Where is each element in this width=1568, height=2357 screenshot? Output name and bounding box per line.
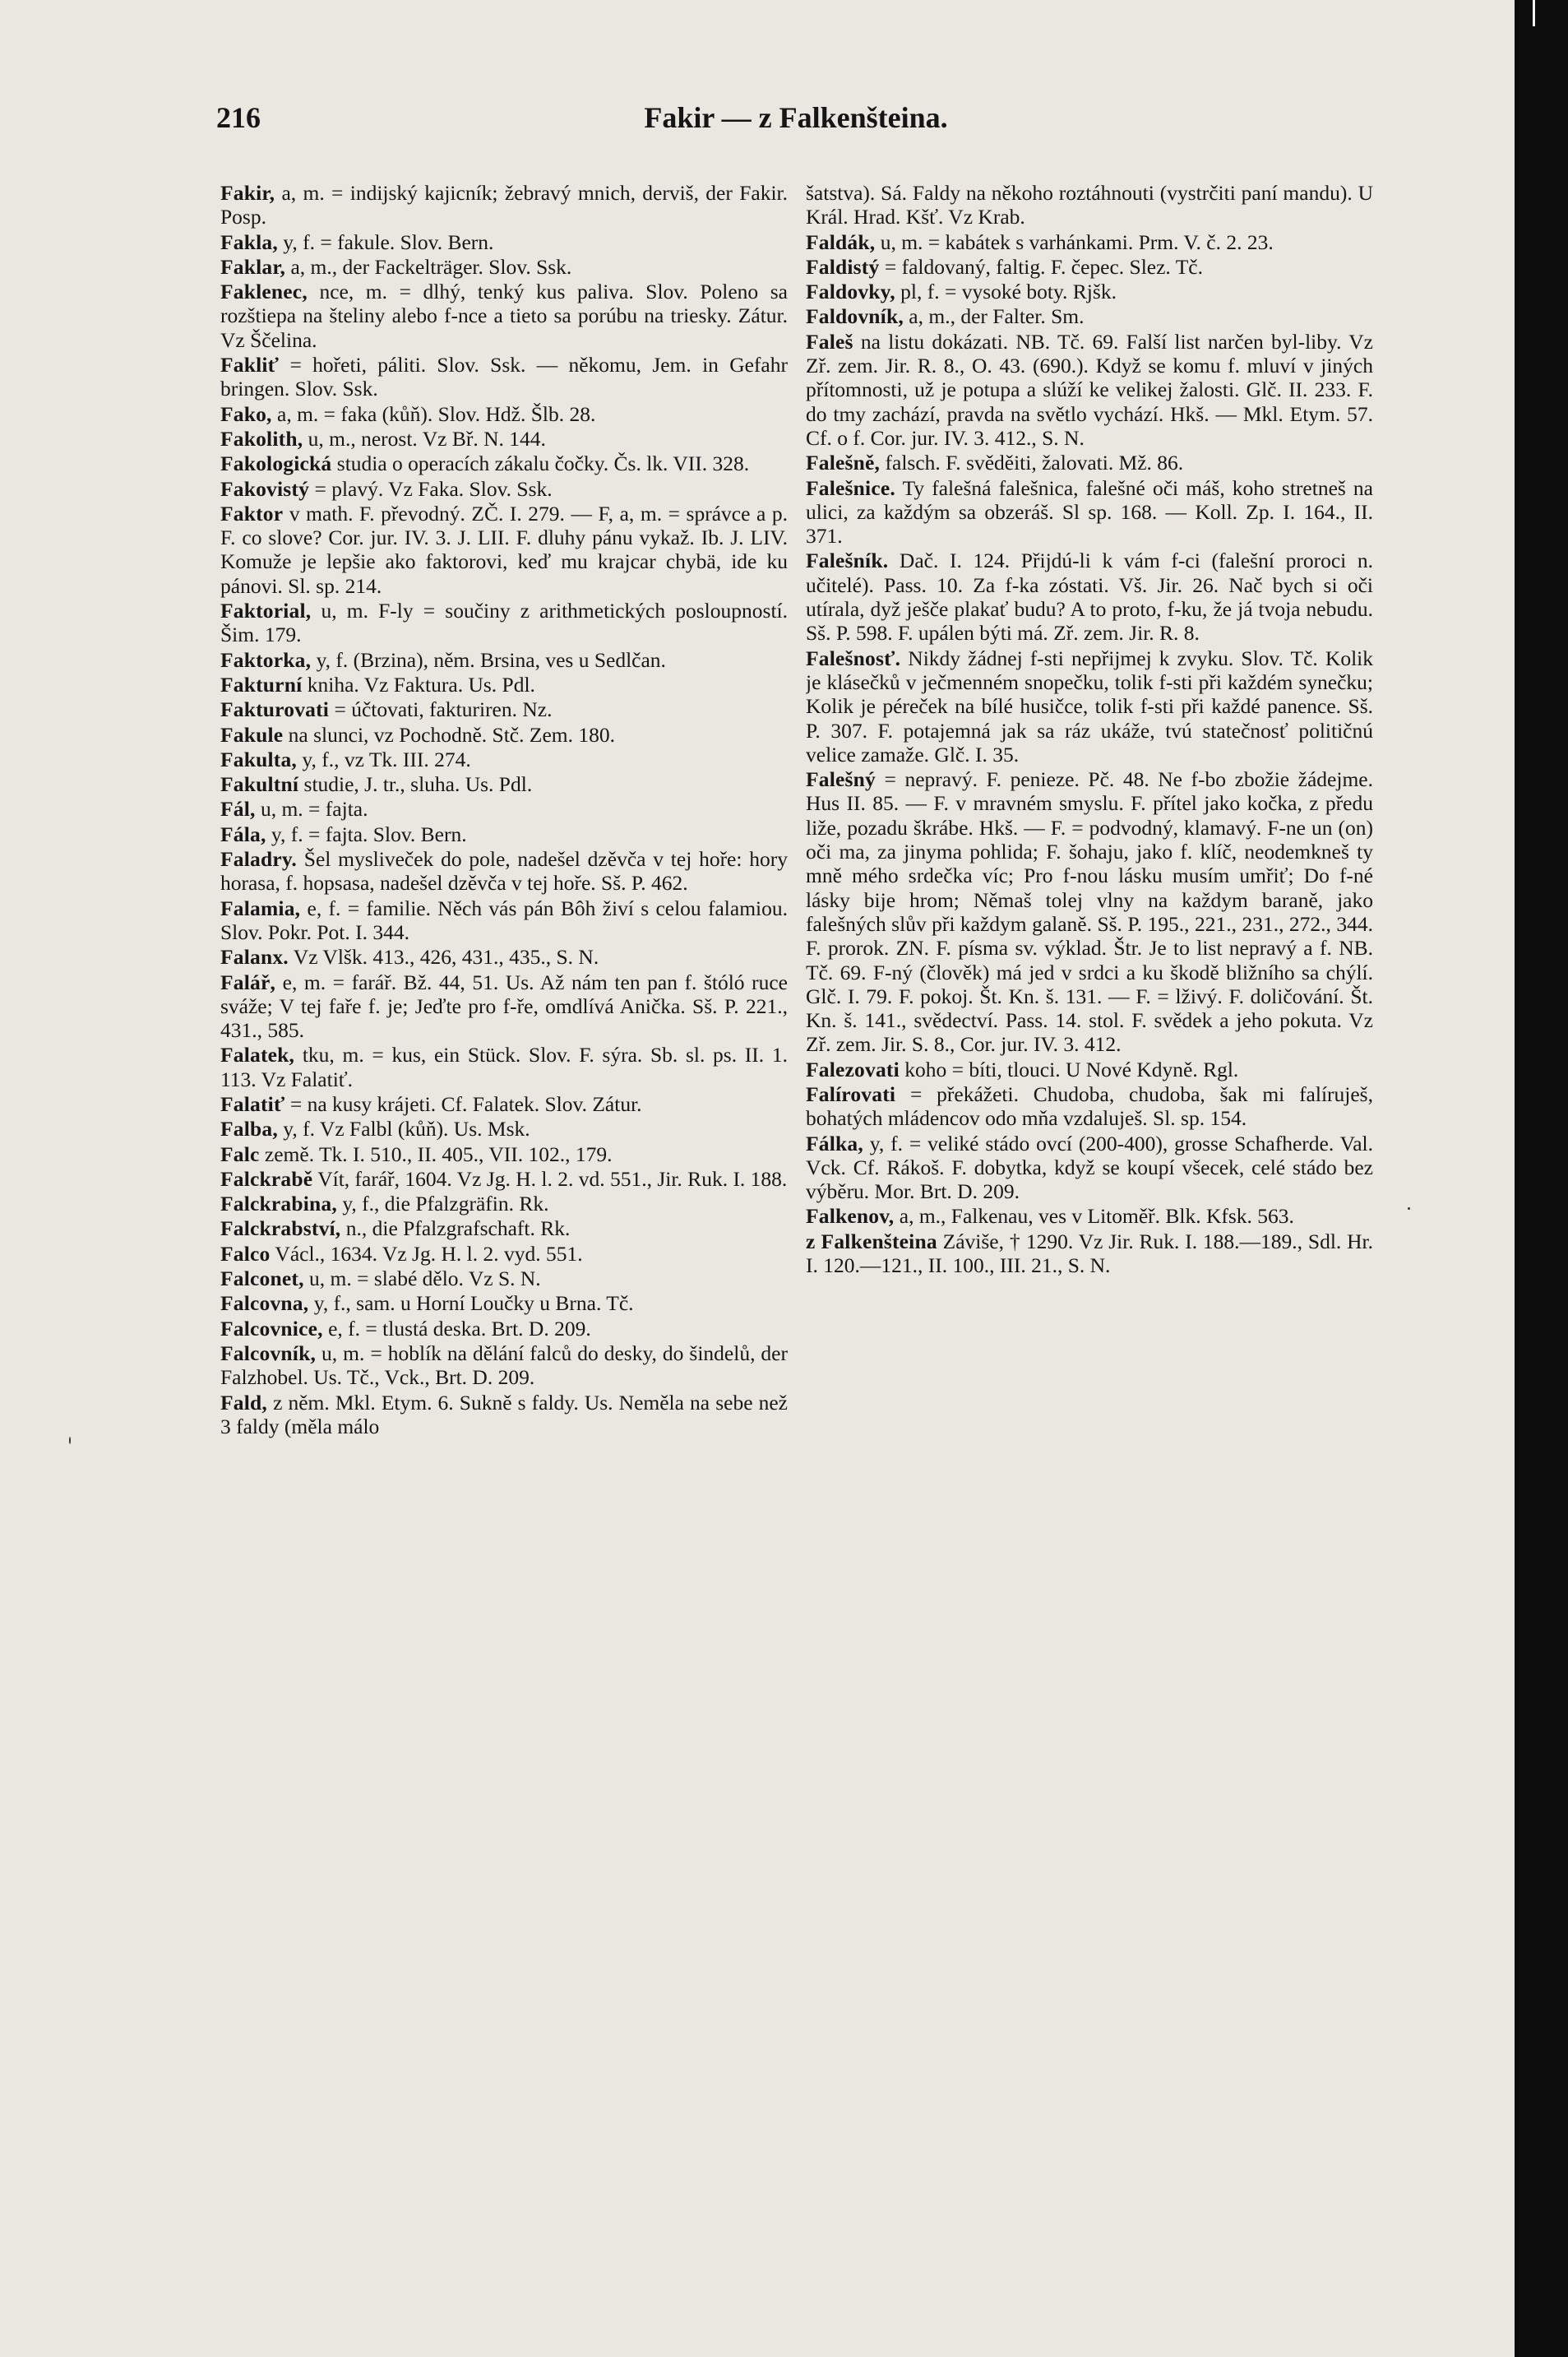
entry-body: y, f. = fakule. Slov. Bern.: [277, 229, 494, 254]
dictionary-entry: [806, 181, 1373, 229]
entry-headword: Faleš: [806, 329, 853, 354]
entry-headword: Faktorial,: [220, 599, 312, 623]
dictionary-entry: [220, 847, 788, 896]
entry-body: u, m. = kabátek s varhánkami. Prm. V. č. 2. 23.: [875, 229, 1274, 254]
entry-body: Záviše, † 1290. Vz Jir. Ruk. I. 188.—189., Sdl. Hr. I. 120.—121., II. 100., III. 21., S. N.: [806, 1229, 1373, 1278]
entry-body: tku, m. = kus, ein Stück. Slov. F. sýra. Sb. sl. ps. II. 1. 113. Vz Falatiť.: [220, 1043, 788, 1091]
dictionary-entry: [220, 353, 788, 401]
dictionary-entry: [220, 945, 788, 969]
dictionary-entry: [220, 599, 788, 647]
dictionary-entry: [220, 697, 788, 721]
entry-body: na slunci, vz Pochodně. Stč. Zem. 180.: [283, 722, 615, 747]
entry-headword: Fakturovati: [220, 697, 330, 722]
entry-headword: Faktor: [220, 501, 284, 526]
entry-body: y, f., die Pfalzgräfin. Rk.: [336, 1192, 549, 1216]
page-header: [216, 97, 1376, 138]
entry-body: u, m. = fajta.: [255, 797, 368, 822]
entry-body: u, m. = hoblík na dělání falců do desky, do šindelů, der Falzhobel. Us. Tč., Vck., Brt. D. 209.: [220, 1341, 788, 1390]
entry-headword: Fála,: [220, 822, 266, 846]
dictionary-entry: [220, 970, 788, 1043]
entry-body: y, f., vz Tk. III. 274.: [297, 747, 471, 771]
entry-headword: Fakovistý: [220, 476, 310, 501]
dictionary-entry: [220, 1043, 788, 1091]
entry-headword: Fakir,: [220, 181, 275, 205]
entry-body: šatstva). Sá. Faldy na někoho roztáhnouti (vystrčiti paní mandu). U Král. Hrad. Kšť. Vz Krab.: [806, 181, 1373, 229]
entry-headword: Fakultní: [220, 772, 299, 797]
dictionary-entry: [220, 748, 788, 771]
entry-headword: Fakliť: [220, 353, 280, 377]
entry-headword: Fako,: [220, 401, 272, 426]
entry-body: a, m. = faka (kůň). Slov. Hdž. Šlb. 28.: [271, 401, 596, 426]
entry-body: Ty falešná falešnica, falešné oči máš, koho stretneš na ulici, za každým sa obzeráš. Sl sp. 168. — Koll. Zp. I. 164., II. 371.: [806, 475, 1373, 549]
dictionary-entry: [220, 1092, 788, 1116]
entry-body: e, f. = tlustá deska. Brt. D. 209.: [322, 1316, 591, 1341]
entry-headword: Falírovati: [806, 1081, 896, 1106]
entry-body: Šel mysliveček do pole, nadešel dzěvča v tej hoře: hory horasa, f. hopsasa, nadešel dzěvča v tej hoře. Sš. P. 462.: [220, 847, 788, 896]
entry-headword: Faldovník,: [806, 304, 904, 329]
scan-border: [1515, 0, 1568, 2357]
entry-body: a, m. = indijský kajicník; žebravý mnich, derviš, der Fakir. Posp.: [220, 181, 788, 229]
entry-body: = účtovati, fakturiren. Nz.: [329, 697, 553, 722]
dictionary-entry: [806, 1058, 1373, 1081]
entry-headword: Faladry.: [220, 847, 297, 872]
dictionary-entry: [220, 1317, 788, 1341]
entry-headword: Faktorka,: [220, 647, 312, 672]
dictionary-entry: [806, 255, 1373, 279]
dictionary-entry: [220, 1216, 788, 1240]
entry-headword: Faldistý: [806, 254, 880, 279]
running-title: Fakir — z Falkenšteina.: [644, 101, 948, 134]
dictionary-entry: [220, 673, 788, 697]
entry-body: Dač. I. 124. Přijdú-li k vám f-ci (falešní proroci n. učitelé). Pass. 10. Za f-ka zóstati. Vš. Jir. 26. Nač bych si oči utírala, dyž ješče plakať budu? A to proto, f-ku, že já tvoja nebudu. Sš. P. 598. F. upálen býti má. Zř. zem. Jir. R. 8.: [806, 549, 1373, 646]
print-speck: [69, 1437, 71, 1444]
dictionary-entry: [806, 646, 1373, 766]
dictionary-entry: [806, 280, 1373, 303]
scan-edge-mark: [1533, 0, 1535, 26]
entry-headword: Faldovky,: [806, 280, 895, 304]
entry-headword: Falcovna,: [220, 1291, 309, 1316]
entry-body: a, m., der Falter. Sm.: [903, 304, 1085, 329]
entry-body: = hořeti, páliti. Slov. Ssk. — někomu, Jem. in Gefahr bringen. Slov. Ssk.: [220, 353, 788, 401]
entry-body: y, f. = veliké stádo ovcí (200-400), grosse Schafherde. Val. Vck. Cf. Rákoš. F. dobytka, když se koupí všecek, celé stádo bez výběru. Mor. Brt. D. 209.: [806, 1131, 1373, 1204]
entry-body: a, m., Falkenau, ves v Litoměř. Blk. Kfsk. 563.: [894, 1204, 1294, 1229]
entry-body: e, f. = familie. Něch vás pán Bôh živí s celou falamiou. Slov. Pokr. Pot. I. 344.: [220, 896, 788, 944]
entry-body: pl, f. = vysoké boty. Rjšk.: [895, 280, 1117, 304]
dictionary-entry: [220, 181, 788, 229]
dictionary-entry: [220, 723, 788, 747]
dictionary-entry: [220, 1291, 788, 1315]
entry-body: y, f. Vz Falbl (kůň). Us. Msk.: [277, 1117, 530, 1141]
entry-headword: Falc: [220, 1141, 260, 1166]
entry-body: studia o operacích zákalu čočky. Čs. lk. VII. 328.: [331, 451, 750, 476]
entry-headword: Falco: [220, 1241, 271, 1266]
entry-headword: Fakla,: [220, 229, 278, 254]
entry-body: = na kusy krájeti. Cf. Falatek. Slov. Zátur.: [284, 1091, 642, 1116]
entry-body: y, f. = fajta. Slov. Bern.: [266, 822, 467, 846]
entry-body: Nikdy žádnej f-sti nepřijmej k zvyku. Slov. Tč. Kolik je klásečků v ječmenném snopečku, tolik f-sti při každém synečku; Kolik je péreček na bílé husičce, tolik f-sti při každé panence. Sš. P. 307. F. potajemná jak sa ráz ukáže, tvú statečnosť političnú velice zamaže. Glč. I. 35.: [806, 646, 1373, 766]
entry-body: u, m., nerost. Vz Bř. N. 144.: [303, 426, 546, 451]
dictionary-entry: [806, 476, 1373, 549]
entry-headword: Falatek,: [220, 1043, 295, 1067]
entry-headword: Falešný: [806, 767, 876, 792]
entry-headword: Fakturní: [220, 672, 303, 697]
entry-body: falsch. F. svěděiti, žalovati. Mž. 86.: [880, 451, 1184, 475]
entry-headword: Fakule: [220, 722, 284, 747]
entry-body: kniha. Vz Faktura. Us. Pdl.: [302, 672, 535, 697]
entry-body: = plavý. Vz Faka. Slov. Ssk.: [309, 476, 553, 501]
entry-body: = faldovaný, faltig. F. čepec. Slez. Tč.: [879, 254, 1203, 279]
entry-body: studie, J. tr., sluha. Us. Pdl.: [298, 772, 533, 797]
entry-headword: Falešně,: [806, 451, 881, 475]
entry-headword: Falatiť: [220, 1091, 285, 1116]
dictionary-entry: [806, 451, 1373, 475]
entry-body: Vz Vlšk. 413., 426, 431., 435., S. N.: [288, 945, 599, 970]
dictionary-entry: [220, 896, 788, 945]
entry-body: na listu dokázati. NB. Tč. 69. Falší list narčen byl-liby. Vz Zř. zem. Jir. R. 8., O. 43. (690.). Když se komu f. mluví v jiných přítomnosti, už je potupa a slúží ke velikej žalosti. Glč. II. 233. F. do tmy zachází, pravda na světlo vychází. Hkš. — Mkl. Etym. 57. Cf. o f. Cor. jur. IV. 3. 412., S. N.: [806, 329, 1373, 450]
entry-headword: Fál,: [220, 797, 256, 822]
dictionary-entry: [220, 822, 788, 846]
entry-headword: Fakologická: [220, 451, 332, 476]
entry-body: z něm. Mkl. Etym. 6. Sukně s faldy. Us. Neměla na sebe než 3 faldy (měla málo: [220, 1390, 788, 1438]
entry-body: = překážeti. Chudoba, chudoba, šak mi falíruješ, bohatých mládencov odo mňa vzdaluješ. Sl. sp. 154.: [806, 1081, 1373, 1131]
entry-headword: Falcovník,: [220, 1341, 317, 1365]
dictionary-entry: [220, 648, 788, 672]
entry-body: y, f. (Brzina), něm. Brsina, ves u Sedlčan.: [311, 647, 666, 672]
dictionary-entry: [806, 1132, 1373, 1204]
dictionary-entry: [220, 451, 788, 475]
entry-body: n., die Pfalzgrafschaft. Rk.: [340, 1216, 571, 1241]
dictionary-entry: [220, 402, 788, 426]
entry-headword: Falba,: [220, 1117, 278, 1141]
dictionary-entry: [220, 1391, 788, 1439]
entry-headword: Falanx.: [220, 945, 289, 970]
left-column: [220, 181, 788, 2286]
dictionary-entry: [806, 1229, 1373, 1278]
dictionary-entry: [220, 1266, 788, 1290]
dictionary-entry: [220, 772, 788, 796]
entry-headword: Fald,: [220, 1390, 267, 1415]
entry-headword: Falešnice.: [806, 475, 895, 500]
entry-headword: Faklar,: [220, 254, 286, 279]
entry-body: = nepravý. F. penieze. Pč. 48. Ne f-bo zbožie žádejme. Hus II. 85. — F. v mravném smyslu. F. přítel jako kočka, z předu liže, pozadu škrábe. Hkš. — F. = podvodný, klamavý. F-ne un (on) oči ma, za jinyma pohlida; F. šohaju, jako f. klíč, neodemkneš ty mně mého srdečka víc; Pro f-nou lásku musím umřiť; Do f-né lásky bije hrom; Němaš tolej vlny na každym baraně, jako falešných slův při každym galaně. Sš. P. 195., 221., 231., 272., 344. F. prorok. ZN. F. písma sv. výklad. Štr. Je to list nepravý a f. NB. Tč. 69. F-ný (člověk) má jed v srdci a ku škodě bližního sa chýlí. Glč. I. 79. F. pokoj. Št. Kn. š. 131. — F. = lživý. F. doličování. Št. Kn. š. 141., svědectví. Pass. 14. stol. F. svědek a jeho pokuta. Vz Zř. zem. Jir. S. 8., Cor. jur. IV. 3. 412.: [806, 767, 1373, 1057]
entry-body: u, m. F-ly = součiny z arithmetických posloupností. Šim. 179.: [220, 599, 788, 647]
entry-headword: Falkenov,: [806, 1204, 895, 1229]
dictionary-entry: [806, 330, 1373, 450]
entry-headword: Falckrabství,: [220, 1216, 341, 1241]
entry-body: koho = bíti, tlouci. U Nové Kdyně. Rgl.: [899, 1057, 1239, 1081]
page-number: 216: [216, 101, 261, 134]
dictionary-entry: [220, 1142, 788, 1166]
entry-body: v math. F. převodný. ZČ. I. 279. — F, a, m. = správce a p. F. co slove? Cor. jur. IV. 3. J. LII. F. dluhy pánu vykaž. Ib. J. LIV. Komuže je lepšie ako faktorovi, keď mu krajcar chybä, ide ku pánovi. Sl. sp. 214.: [220, 501, 788, 598]
dictionary-entry: [806, 549, 1373, 645]
entry-headword: Falcovnice,: [220, 1316, 323, 1341]
dictionary-entry: [806, 230, 1373, 254]
right-column: [806, 181, 1373, 2286]
entry-headword: Falář,: [220, 970, 276, 994]
entry-headword: Falckrabě: [220, 1166, 313, 1191]
dictionary-entry: [220, 427, 788, 451]
dictionary-entry: [220, 1167, 788, 1191]
entry-body: země. Tk. I. 510., II. 405., VII. 102., 179.: [259, 1141, 613, 1166]
entry-headword: Falconet,: [220, 1266, 304, 1291]
dictionary-entry: [806, 767, 1373, 1057]
entry-headword: Falešník.: [806, 549, 889, 573]
entry-headword: Faldák,: [806, 229, 876, 254]
entry-headword: Falamia,: [220, 896, 301, 920]
dictionary-entry: [220, 255, 788, 279]
entry-headword: Fakolith,: [220, 426, 303, 451]
dictionary-entry: [220, 1242, 788, 1266]
entry-body: Václ., 1634. Vz Jg. H. l. 2. vyd. 551.: [270, 1241, 583, 1266]
dictionary-entry: [220, 1341, 788, 1390]
entry-headword: z Falkenšteina: [806, 1229, 937, 1253]
entry-headword: Falckrabina,: [220, 1192, 337, 1216]
entry-body: y, f., sam. u Horní Loučky u Brna. Tč.: [308, 1291, 634, 1316]
dictionary-entry: [220, 797, 788, 821]
entry-body: e, m. = farář. Bž. 44, 51. Us. Až nám ten pan f. štóló ruce sváže; V tej faře f. je; Jeďte pro f-ře, omdlívá Anička. Sš. P. 221., 431., 585.: [220, 970, 788, 1043]
entry-headword: Fakulta,: [220, 747, 297, 771]
print-speck: [1408, 1207, 1410, 1210]
entry-headword: Fálka,: [806, 1131, 863, 1155]
entry-headword: Falezovati: [806, 1057, 900, 1081]
dictionary-entry: [220, 230, 788, 254]
dictionary-entry: [806, 1204, 1373, 1228]
entry-body: a, m., der Fackelträger. Slov. Ssk.: [285, 254, 572, 279]
entry-body: u, m. = slabé dělo. Vz S. N.: [303, 1266, 541, 1291]
entry-body: Vít, farář, 1604. Vz Jg. H. l. 2. vd. 551., Jir. Ruk. I. 188.: [312, 1166, 788, 1191]
dictionary-entry: [806, 304, 1373, 328]
entry-body: nce, m. = dlhý, tenký kus paliva. Slov. Poleno sa rozštiepa na šteliny alebo f-nce a tieto sa porúbu na triesky. Zátur. Vz Ščelina.: [220, 280, 788, 352]
dictionary-entry: [220, 477, 788, 501]
dictionary-entry: [220, 1192, 788, 1216]
dictionary-entry: [220, 1117, 788, 1141]
entry-headword: Falešnosť.: [806, 646, 901, 670]
dictionary-entry: [806, 1082, 1373, 1131]
entry-headword: Faklenec,: [220, 280, 308, 304]
dictionary-entry: [220, 280, 788, 352]
dictionary-entry: [220, 502, 788, 598]
